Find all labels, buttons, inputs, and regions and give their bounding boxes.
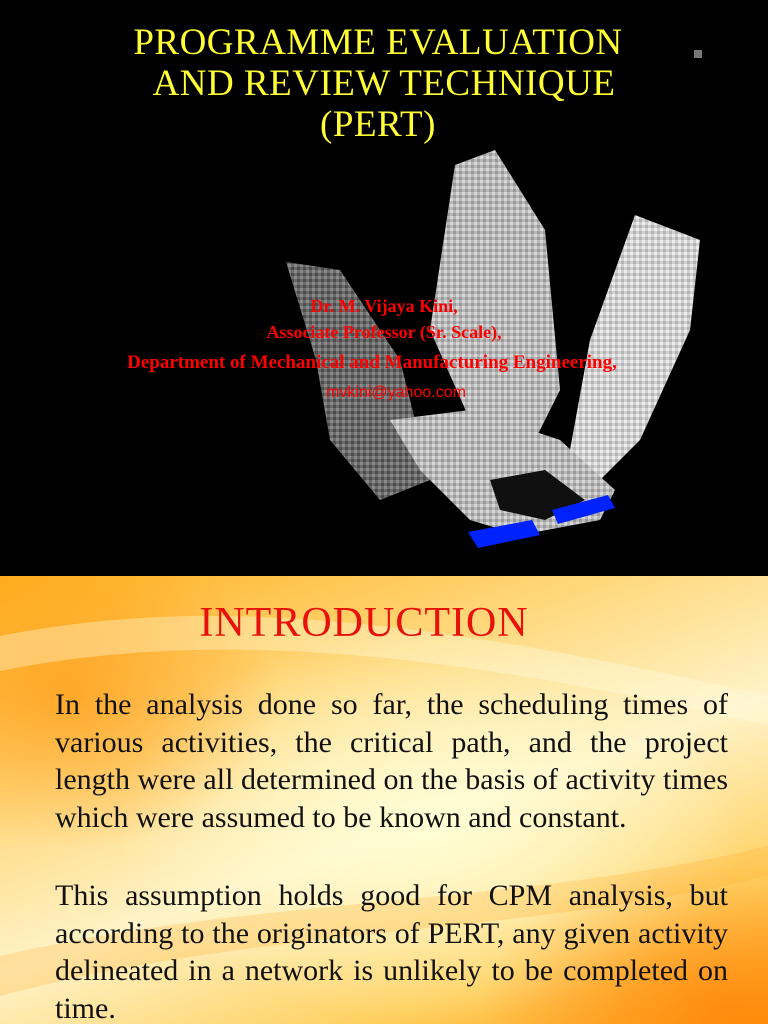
title-line-2: AND REVIEW TECHNIQUE [152,63,616,104]
author-name: Dr. M. Vijaya Kini, [310,296,458,316]
paragraph-1: In the analysis done so far, the scheduling times of various activities, the critical path, and the project length were all determined on the basis of activity times which were assumed to be known and constant. [55,688,728,834]
title-line-1: PROGRAMME EVALUATION [133,22,623,63]
title-line-3: (PERT) [320,104,436,145]
author-email[interactable]: mvkini@yahoo.com [326,384,466,401]
author-designation: Associate Professor (Sr. Scale), [266,322,502,342]
right-sheet [570,215,700,480]
slide-heading: INTRODUCTION [199,600,529,646]
introduction-slide [0,576,768,1024]
decorative-square-icon [694,50,702,58]
paragraph-2: This assumption holds good for CPM analysis, but according to the originators of PERT, any given activity delineated in a network is unlikely to be completed on time. [55,879,728,1024]
presentation-title [0,22,768,145]
author-department: Department of Mechanical and Manufacturing Engineering, [127,352,617,373]
